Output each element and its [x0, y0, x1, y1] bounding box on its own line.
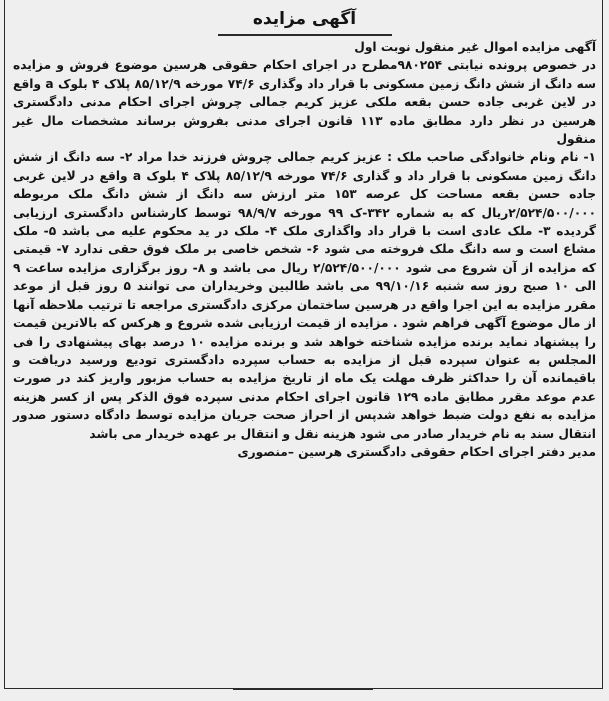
- signature-underline: [233, 688, 373, 690]
- notice-signature: مدیر دفتر اجرای احکام حقوقی دادگستری هرسین –منصوری: [237, 444, 596, 459]
- title-underline: [218, 34, 392, 36]
- notice-body: [13, 38, 596, 461]
- notice-intro: در خصوص پرونده نیابتی ۹۸۰۲۵۴مطرح در اجرای احکام حقوقی هرسین موضوع فروش و مزایده سه دانگ از شش دانگ زمین مسکونی با قرار داد وگذاری ۷۴/۶ مورخه ۸۵/۱۲/۹ پلاک ۴ بلوک a واقع در لاین غربی جاده حسن بقعه ملکی عزیز کریم جمالی چروش اجرای احکام مدنی دادگستری هرسین در نظر دارد مطابق ماده ۱۱۳ قانون اجرای مدنی بفروش برساند مشخصات مال غیر منقول: [13, 58, 597, 147]
- notice-title: آگهی مزایده: [252, 9, 357, 29]
- notice-subtitle: آگهی مزایده اموال غیر منقول نوبت اول: [354, 40, 596, 54]
- notice-details: ۱- نام ونام خانوادگی صاحب ملک : عزیز کریم جمالی چروش فرزند خدا مراد ۲- سه دانگ از شش دانگ زمین مسکونی با قرار داد و گذاری ۷۴/۶ مورخه ۸۵/۱۲/۹ پلاک ۴ بلوک a واقع در لاین غربی جاده حسن بقعه مساحت کل عرصه ۱۵۳ متر ارزش سه دانگ از شش دانگ ملک مربوطه ۲/۵۲۴/۵۰۰/۰۰۰ریال که به شماره ۳۴۲-ک ۹۹ مورخه ۹۸/۹/۷ توسط کارشناس دادگستری ارزیابی گردیده ۳- ملک عادی است با قرار داد واگذاری ملک ۴- ملک در ید محکوم علیه می باشد ۵- ملک مشاع است و سه دانگ ملک فروخته می شود ۶- شخص خاصی بر ملک فوق حقی ندارد ۷- قیمتی که مزایده از آن شروع می شود ۲/۵۲۴/۵۰۰/۰۰۰ ریال می باشد و ۸- روز برگزاری مزایده ساعت ۹ الی ۱۰ صبح روز سه شنبه ۹۹/۱۰/۱۶ می باشد طالبین وخریداران می توانند ۵ روز قبل از موعد مقرر مزایده به این اجرا واقع در هرسین ساختمان مرکزی دادگستری مراجعه تا ترتیب ملاحظه آنها از مال موضوع آگهی فراهم شود . مزایده از قیمت ارزیابی شده شروع و هرکس که بالاترین قیمت را پیشنهاد نماید برنده مزایده شناخته خواهد شد و برنده مزایده ۱۰ درصد بهای پیشنهادی را فی المجلس به عنوان سپرده قبل از مزایده به حساب سپرده دادگستری تودیع ورسید دریافت و باقیمانده آن را حداکثر ظرف مهلت یک ماه از تاریخ مزایده به حساب مزبور واریز کند در صورت عدم موعد مقرر مطابق ماده ۱۲۹ قانون اجرای احکام مدنی سپرده فوق الذکر پس از کسر هزینه مزایده به نفع دولت ضبط خواهد شدپس از احراز صحت جریان مزایده توسط دادگاه دستور صدور انتقال سند به نام خریدار صادر می شود هزینه نقل و انتقال بر عهده خریدار می باشد: [13, 150, 597, 441]
